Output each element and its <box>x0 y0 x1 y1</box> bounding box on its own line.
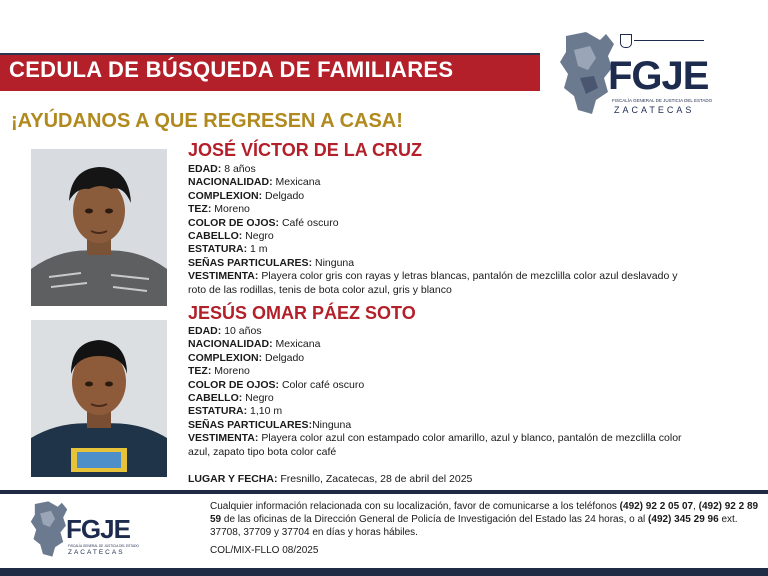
detail-value: Delgado <box>265 189 305 202</box>
detail-value: Moreno <box>214 203 250 216</box>
logo-acronym: FGJE <box>66 514 130 544</box>
detail-row: EDAD: 10 años <box>188 325 262 337</box>
detail-label: VESTIMENTA <box>188 432 255 445</box>
detail-value: Delgado <box>265 351 305 364</box>
detail-row: CABELLO: Negro <box>188 392 274 405</box>
detail-label: TEZ <box>188 365 208 378</box>
detail-row: COMPLEXION: Delgado <box>188 189 305 202</box>
person-1-photo <box>31 149 167 306</box>
detail-value: 1,10 m <box>250 405 283 418</box>
detail-label: CABELLO <box>188 230 239 243</box>
detail-row: EDAD: 8 años <box>188 163 256 175</box>
detail-label: SEÑAS PARTICULARES <box>188 256 309 269</box>
detail-row: ESTATURA: 1,10 m <box>188 405 283 418</box>
detail-value: Moreno <box>214 365 250 378</box>
detail-value: 1 m <box>250 243 268 256</box>
detail-row: TEZ: Moreno <box>188 365 250 378</box>
phone-2: (492) 92 2 89 59 <box>210 501 759 525</box>
detail-label: COLOR DE OJOS <box>188 216 276 229</box>
detail-label: NACIONALIDAD <box>188 176 270 189</box>
fgje-logo-bottom <box>28 500 158 560</box>
contact-mid: de las oficinas de la Dirección General de Policía de Investigación del Estado las 24 horas, o al <box>221 514 649 525</box>
person-2-name: JESÚS OMAR PÁEZ SOTO <box>188 303 416 323</box>
fgje-logo-top <box>556 30 716 120</box>
phone-3: (492) 345 29 96 <box>648 514 719 525</box>
detail-value: 10 años <box>224 325 262 337</box>
footer-divider <box>0 490 768 494</box>
detail-label: ESTATURA <box>188 243 244 256</box>
detail-label: COMPLEXION <box>188 351 259 364</box>
document-code: COL/MIX-FLLO 08/2025 <box>210 545 319 556</box>
detail-row: SEÑAS PARTICULARES:Ninguna <box>188 418 352 431</box>
clothing-value: Playera color azul con estampado color amarillo, azul y blanco, pantalón de mezclilla color azul, zapato tipo bota color café <box>188 432 682 458</box>
detail-row: ESTATURA: 1 m <box>188 243 268 256</box>
phone-1: (492) 92 2 05 07 <box>619 501 694 512</box>
logo-org-line: FISCALÍA GENERAL DE JUSTICIA DEL ESTADO <box>68 544 139 548</box>
detail-value: Mexicana <box>275 338 321 351</box>
person-1-details <box>188 163 693 297</box>
state-map-icon <box>28 500 70 558</box>
detail-row: COLOR DE OJOS: Café oscuro <box>188 216 339 229</box>
detail-row: CABELLO: Negro <box>188 230 274 243</box>
detail-value: Café oscuro <box>281 216 339 229</box>
person-2-photo <box>31 320 167 477</box>
logo-acronym: FGJE <box>608 54 709 98</box>
clothing-value: Playera color gris con rayas y letras blancas, pantalón de mezclilla color azul deslavado y roto de las rodillas, tenis de bota color azul, gris y blanco <box>188 270 678 296</box>
detail-label: NACIONALIDAD <box>188 338 270 351</box>
logo-state: ZACATECAS <box>68 549 125 556</box>
detail-label: ESTATURA <box>188 405 244 418</box>
detail-row: SEÑAS PARTICULARES: Ninguna <box>188 256 355 269</box>
detail-value: Color café oscuro <box>281 378 365 391</box>
detail-label: EDAD <box>188 325 218 337</box>
place-date-label: LUGAR Y FECHA: <box>188 473 278 485</box>
detail-row: TEZ: Moreno <box>188 203 250 216</box>
bottom-border <box>0 568 768 576</box>
clothing-row: VESTIMENTA: Playera color gris con rayas y letras blancas, pantalón de mezclilla color azul deslavado y roto de las rodillas, tenis de bota color azul, gris y blanco <box>188 270 678 296</box>
logo-org-line: FISCALÍA GENERAL DE JUSTICIA DEL ESTADO <box>612 98 713 103</box>
detail-label: EDAD <box>188 163 218 175</box>
place-date-value: Fresnillo, Zacatecas, 28 de abril del 2025 <box>280 473 473 485</box>
clothing-row: VESTIMENTA: Playera color azul con estampado color amarillo, azul y blanco, pantalón de mezclilla color azul, zapato tipo bota color café <box>188 432 682 458</box>
detail-label: TEZ <box>188 203 208 216</box>
contact-separator: , <box>693 501 699 512</box>
detail-value: Negro <box>245 392 274 405</box>
person-2-details <box>188 325 693 459</box>
detail-value: Ninguna <box>312 418 352 431</box>
page-subtitle: ¡AYÚDANOS A QUE REGRESEN A CASA! <box>11 110 403 132</box>
detail-row: COMPLEXION: Delgado <box>188 351 305 364</box>
detail-label: COMPLEXION <box>188 189 259 202</box>
detail-value: Ninguna <box>315 256 355 269</box>
logo-state: ZACATECAS <box>614 105 695 115</box>
contact-end: ext. 37708, 37709 y 37704 en días y horas hábiles. <box>210 514 738 538</box>
detail-label: COLOR DE OJOS <box>188 378 276 391</box>
place-date <box>188 473 472 486</box>
page-title: CEDULA DE BÚSQUEDA DE FAMILIARES <box>9 57 454 82</box>
contact-info <box>210 500 762 539</box>
contact-intro: Cualquier información relacionada con su localización, favor de comunicarse a los teléfonos <box>210 501 620 512</box>
person-1-name: JOSÉ VÍCTOR DE LA CRUZ <box>188 140 423 160</box>
detail-row: COLOR DE OJOS: Color café oscuro <box>188 378 365 391</box>
detail-label: VESTIMENTA <box>188 270 255 283</box>
detail-row: NACIONALIDAD: Mexicana <box>188 176 321 189</box>
detail-value: 8 años <box>224 163 256 175</box>
detail-label: SEÑAS PARTICULARES <box>188 418 309 431</box>
divider-line <box>634 40 704 41</box>
detail-value: Negro <box>245 230 274 243</box>
detail-row: NACIONALIDAD: Mexicana <box>188 338 321 351</box>
crest-icon <box>620 34 632 48</box>
detail-label: CABELLO <box>188 392 239 405</box>
detail-value: Mexicana <box>275 176 321 189</box>
